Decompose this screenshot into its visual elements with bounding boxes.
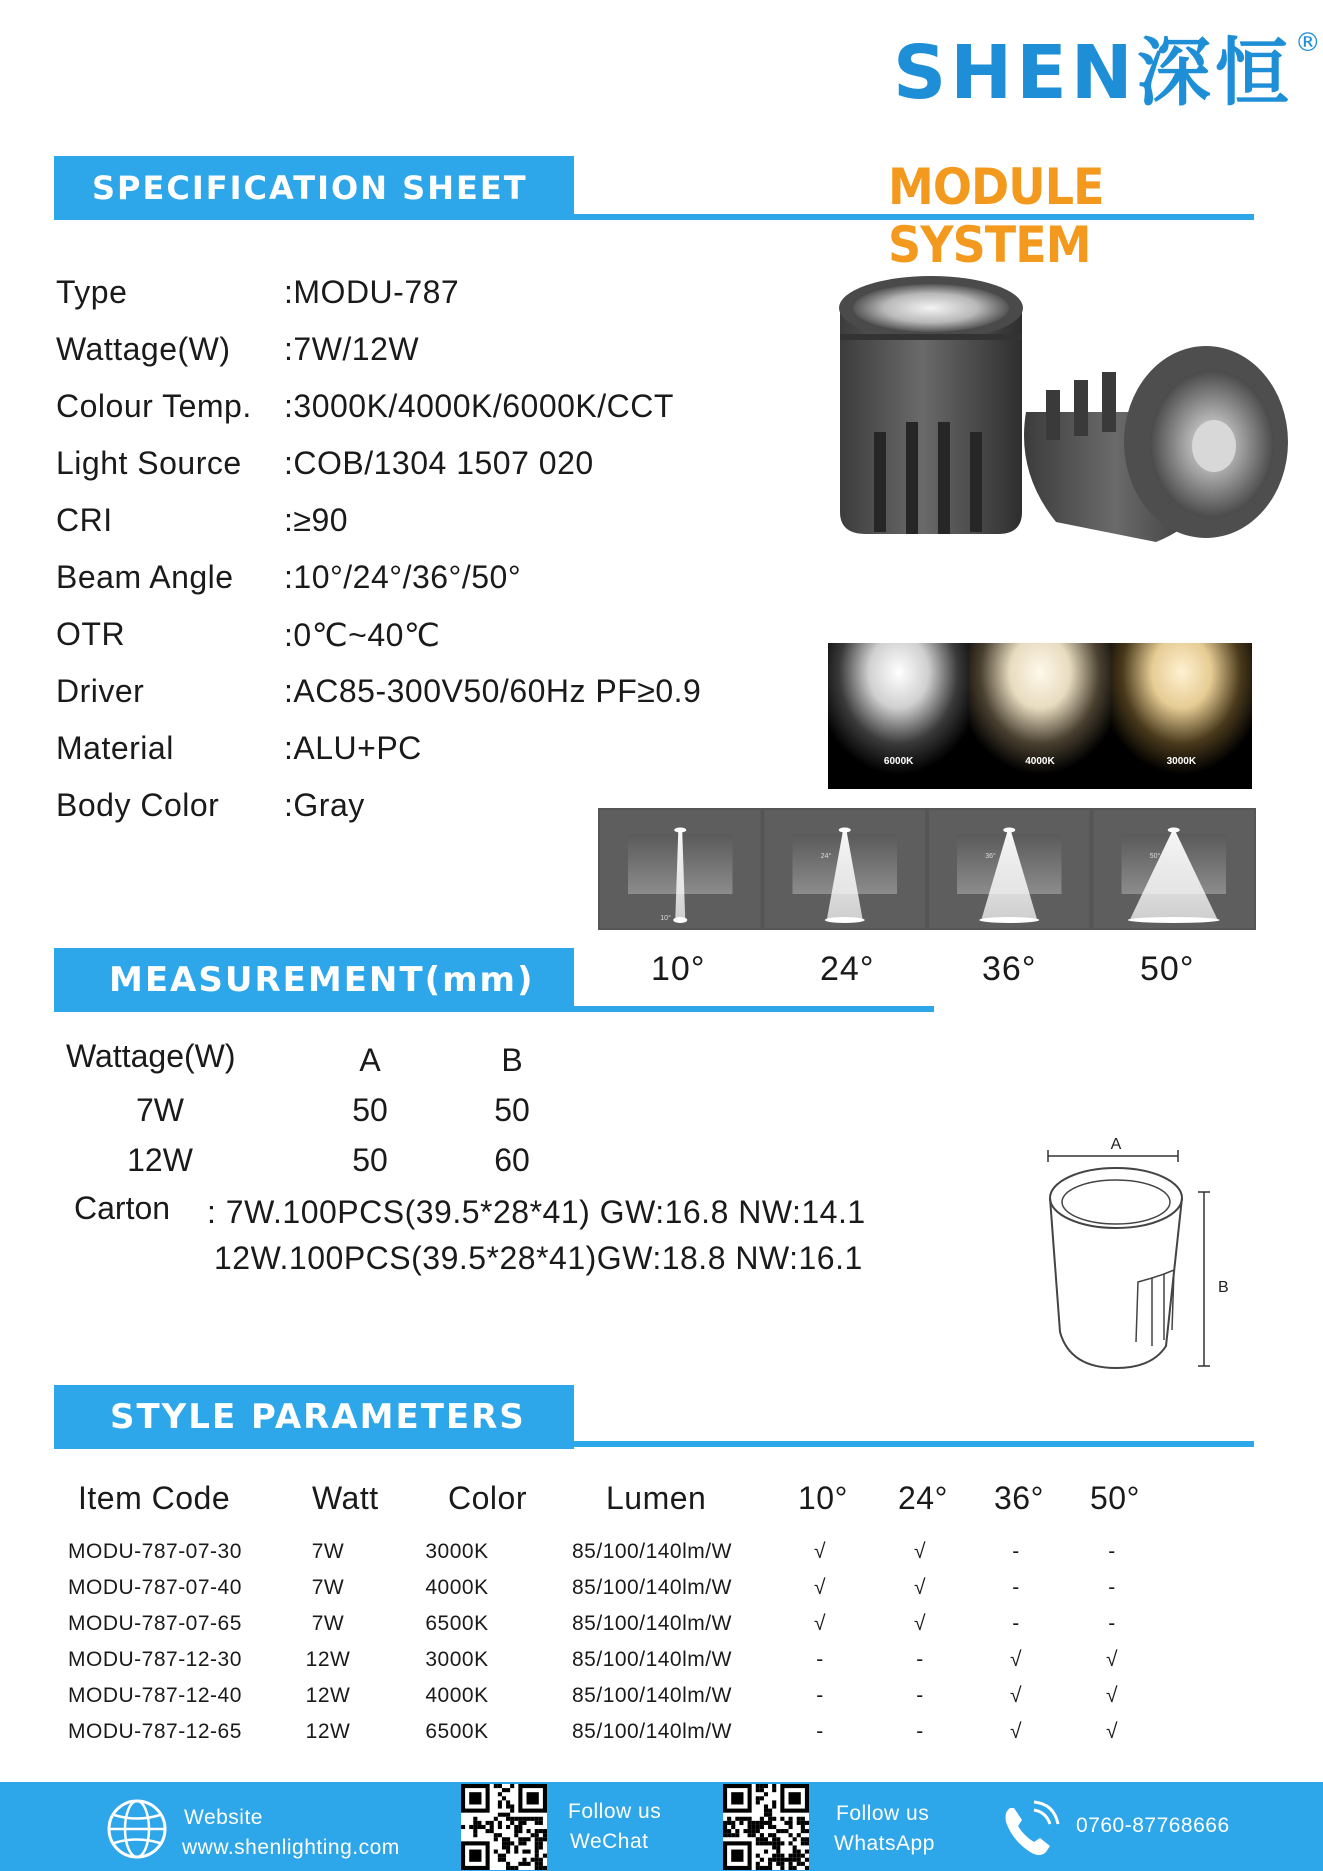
style-cell: -	[1108, 1576, 1116, 1599]
meas-cell: 50	[352, 1092, 388, 1128]
style-cell: -	[916, 1720, 924, 1743]
dimension-drawing	[1040, 1132, 1240, 1372]
style-cell: 85/100/140lm/W	[572, 1720, 732, 1743]
phone-number[interactable]: 0760-87768666	[1076, 1814, 1230, 1837]
style-cell: -	[1012, 1612, 1020, 1635]
spec-label: OTR	[56, 616, 126, 652]
module-system-title: MODULE SYSTEM	[888, 158, 1104, 274]
style-cell: -	[1012, 1576, 1020, 1599]
carton-label: Carton	[74, 1190, 171, 1226]
style-cell: 85/100/140lm/W	[572, 1612, 732, 1635]
style-cell: 4000K	[425, 1576, 489, 1599]
spec-value: :3000K/4000K/6000K/CCT	[284, 388, 674, 424]
spec-label: Body Color	[56, 787, 220, 823]
style-cell: MODU-787-12-65	[68, 1720, 242, 1743]
spec-value: :ALU+PC	[284, 730, 422, 766]
spec-label: Colour Temp.	[56, 388, 252, 424]
spec-label: Beam Angle	[56, 559, 234, 595]
cct-label: 4000K	[1025, 756, 1055, 767]
style-cell: MODU-787-07-40	[68, 1576, 242, 1599]
wechat-follow-label: Follow us	[568, 1800, 662, 1823]
style-header: Item Code	[78, 1480, 231, 1516]
style-cell: √	[813, 1612, 827, 1635]
style-cell: √	[1009, 1684, 1023, 1707]
spec-value: :AC85-300V50/60Hz PF≥0.9	[284, 673, 702, 709]
whatsapp-qr-code	[723, 1784, 809, 1870]
spec-value: :7W/12W	[284, 331, 420, 367]
style-cell: √	[913, 1576, 927, 1599]
style-cell: -	[816, 1648, 824, 1671]
spec-value: :≥90	[284, 502, 349, 538]
spec-value: :0℃~40℃	[284, 616, 441, 653]
beam-cell	[929, 810, 1090, 928]
style-header: 50°	[1090, 1480, 1140, 1516]
footer	[0, 1782, 1323, 1871]
cct-label: 3000K	[1166, 756, 1197, 767]
whatsapp-follow-label: Follow us	[836, 1802, 930, 1825]
globe-icon	[106, 1798, 168, 1860]
style-header: 10°	[798, 1480, 848, 1516]
spec-row	[56, 321, 776, 378]
brand-name: SHEN深恒	[893, 30, 1293, 116]
style-header: Lumen	[606, 1480, 707, 1516]
style-cell: 6500K	[425, 1612, 489, 1635]
style-cell: 6500K	[425, 1720, 489, 1743]
spec-value: :Gray	[284, 787, 365, 823]
style-cell: -	[816, 1720, 824, 1743]
style-header: 24°	[898, 1480, 948, 1516]
registered-mark: ®	[1294, 28, 1321, 58]
spec-value: :COB/1304 1507 020	[284, 445, 594, 481]
spec-value: :MODU-787	[284, 274, 460, 310]
style-cell: 12W	[305, 1648, 351, 1671]
style-cell: 85/100/140lm/W	[572, 1576, 732, 1599]
spec-label: Material	[56, 730, 174, 766]
meas-cell: 7W	[136, 1092, 184, 1128]
beam-cell	[1094, 810, 1255, 928]
website-url[interactable]: www.shenlighting.com	[182, 1836, 400, 1859]
spec-row	[56, 378, 776, 435]
carton-line: : 7W.100PCS(39.5*28*41) GW:16.8 NW:14.1	[207, 1194, 866, 1230]
meas-cell: 60	[494, 1142, 530, 1178]
style-cell: -	[1012, 1540, 1020, 1563]
meas-header-b: B	[501, 1042, 523, 1078]
beam-cell	[600, 810, 761, 928]
style-cell: 7W	[311, 1540, 345, 1563]
style-cell: √	[1105, 1648, 1119, 1671]
beam-angle-labels	[0, 950, 1323, 1000]
style-cell: √	[1009, 1648, 1023, 1671]
style-cell: √	[913, 1612, 927, 1635]
cct-3000k	[1111, 643, 1252, 789]
spec-list	[56, 264, 776, 834]
website-label: Website	[184, 1806, 263, 1829]
style-cell: 85/100/140lm/W	[572, 1540, 732, 1563]
style-cell: √	[913, 1540, 927, 1563]
meas-header-a: A	[359, 1042, 381, 1078]
beam-angle-label: 10°	[651, 950, 706, 988]
beam-mini-label: 50°	[1149, 853, 1161, 860]
style-cell: √	[1009, 1720, 1023, 1743]
style-cell: 3000K	[425, 1648, 489, 1671]
spec-label: Wattage(W)	[56, 331, 231, 367]
meas-cell: 50	[494, 1092, 530, 1128]
spec-section-title: SPECIFICATION SHEET	[54, 156, 574, 220]
cct-label: 6000K	[883, 756, 914, 767]
style-header: Watt	[312, 1480, 379, 1516]
style-cell: MODU-787-07-30	[68, 1540, 242, 1563]
style-cell: 4000K	[425, 1684, 489, 1707]
beam-angle-label: 36°	[982, 950, 1037, 988]
style-cell: 7W	[311, 1576, 345, 1599]
style-cell: -	[916, 1648, 924, 1671]
meas-header-wattage: Wattage(W)	[66, 1038, 236, 1074]
spec-row	[56, 492, 776, 549]
style-cell: -	[816, 1684, 824, 1707]
style-header: 36°	[994, 1480, 1044, 1516]
color-temperature-strip	[828, 643, 1252, 789]
style-cell: √	[1105, 1720, 1119, 1743]
spec-row	[56, 720, 776, 777]
spec-label: Type	[56, 274, 128, 310]
style-cell: -	[1108, 1540, 1116, 1563]
meas-cell: 50	[352, 1142, 388, 1178]
beam-mini-label: 24°	[820, 853, 832, 860]
beam-cell	[765, 810, 926, 928]
style-cell: -	[1108, 1612, 1116, 1635]
style-cell: √	[813, 1576, 827, 1599]
style-cell: 7W	[311, 1612, 345, 1635]
style-cell: -	[916, 1684, 924, 1707]
style-section-title: STYLE PARAMETERS	[54, 1385, 574, 1449]
spec-row	[56, 264, 776, 321]
brand-logo	[893, 28, 1321, 118]
beam-angle-label: 50°	[1140, 950, 1195, 988]
wechat-label: WeChat	[570, 1830, 649, 1853]
carton-line: 12W.100PCS(39.5*28*41)GW:18.8 NW:16.1	[214, 1240, 863, 1276]
measurement-section-title: MEASUREMENT(mm)	[54, 948, 574, 1012]
cct-4000k	[969, 643, 1110, 789]
beam-angle-label: 24°	[820, 950, 875, 988]
spec-row	[56, 549, 776, 606]
dimension-b-label: B	[1218, 1279, 1229, 1296]
spec-label: Driver	[56, 673, 145, 709]
style-cell: MODU-787-12-30	[68, 1648, 242, 1671]
product-image	[826, 272, 1306, 612]
spec-label: Light Source	[56, 445, 242, 481]
beam-angle-strip	[598, 808, 1256, 930]
meas-cell: 12W	[127, 1142, 193, 1178]
spec-row	[56, 663, 776, 720]
spec-row	[56, 606, 776, 663]
style-cell: √	[813, 1540, 827, 1563]
phone-icon	[1000, 1800, 1060, 1860]
whatsapp-label: WhatsApp	[834, 1832, 935, 1855]
style-cell: 85/100/140lm/W	[572, 1648, 732, 1671]
spec-value: :10°/24°/36°/50°	[284, 559, 522, 595]
spec-label: CRI	[56, 502, 113, 538]
dimension-a-label: A	[1110, 1136, 1122, 1153]
style-cell: 3000K	[425, 1540, 489, 1563]
spec-row	[56, 435, 776, 492]
style-header: Color	[448, 1480, 527, 1516]
beam-mini-label: 36°	[985, 853, 996, 860]
style-cell: 85/100/140lm/W	[572, 1684, 732, 1707]
style-cell: MODU-787-07-65	[68, 1612, 242, 1635]
style-cell: MODU-787-12-40	[68, 1684, 242, 1707]
style-cell: √	[1105, 1684, 1119, 1707]
wechat-qr-code	[461, 1784, 547, 1870]
style-cell: 12W	[305, 1684, 351, 1707]
beam-mini-label: 10°	[660, 915, 671, 922]
style-cell: 12W	[305, 1720, 351, 1743]
cct-6000k	[828, 643, 969, 789]
